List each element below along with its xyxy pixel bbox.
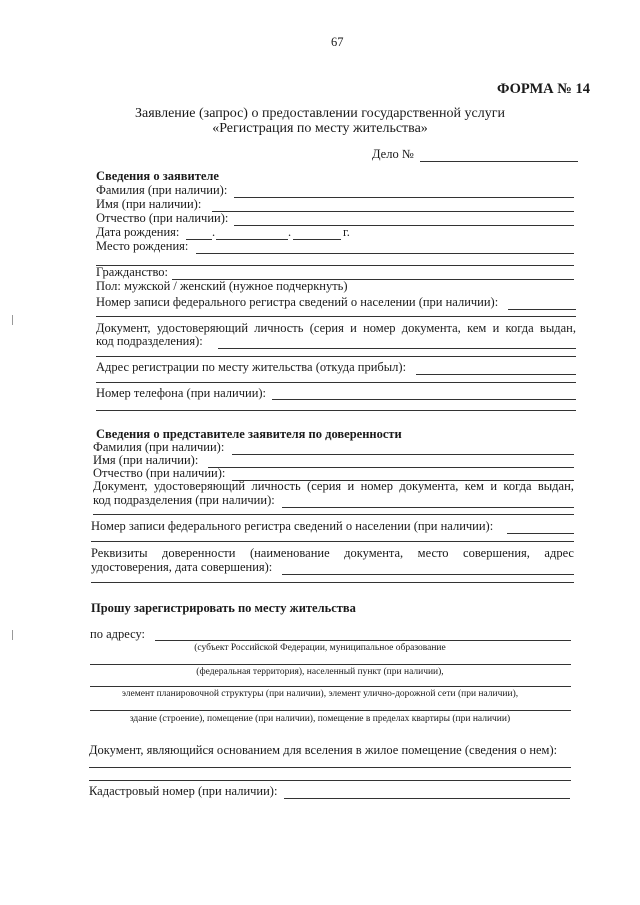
word: номер — [363, 321, 396, 335]
applicant-registry-field[interactable] — [508, 309, 576, 310]
word: удостоверяющий — [156, 321, 249, 335]
request-address-label: по адресу: — [90, 627, 146, 641]
representative-surname-label: Фамилия (при наличии): — [93, 440, 225, 454]
scan-mark — [12, 630, 13, 640]
word: документа, — [344, 546, 404, 560]
birth-month-field[interactable] — [216, 239, 288, 240]
applicant-address-label: Адрес регистрации по месту жительства (откуда прибыл): — [96, 360, 407, 374]
cadastral-number-field[interactable] — [284, 798, 570, 799]
word: и — [347, 479, 355, 493]
request-address-field[interactable] — [155, 640, 571, 641]
word: удостоверяющий — [153, 479, 246, 493]
applicant-sex-label: Пол: мужской / женский (нужное подчеркнуть) — [96, 279, 348, 293]
word: кем — [464, 479, 484, 493]
applicant-citizenship-label: Гражданство: — [96, 265, 169, 279]
word: документа, — [399, 479, 459, 493]
word: (наименование — [249, 546, 330, 560]
representative-identity-doc-field-2[interactable] — [93, 514, 574, 515]
word: когда — [503, 479, 532, 493]
birth-date-separator: . — [212, 225, 216, 239]
word: адрес — [544, 546, 574, 560]
applicant-address-field-2[interactable] — [96, 382, 576, 383]
case-number-field[interactable] — [420, 161, 578, 162]
word: (серия — [307, 479, 342, 493]
applicant-birth-place-label: Место рождения: — [96, 239, 189, 253]
applicant-birth-place-field[interactable] — [196, 253, 574, 254]
word: когда — [505, 321, 534, 335]
applicant-identity-doc-field[interactable] — [218, 348, 576, 349]
applicant-patronymic-field[interactable] — [234, 225, 574, 226]
word: личность — [251, 479, 301, 493]
word: Документ, — [96, 321, 151, 335]
word: доверенности — [162, 546, 236, 560]
form-title-line-1: Заявление (запрос) о предоставлении государственной услуги — [135, 106, 505, 121]
basis-document-field-2[interactable] — [89, 780, 571, 781]
case-number-label: Дело № — [372, 147, 414, 161]
applicant-birth-date-label: Дата рождения: — [96, 225, 180, 239]
representative-power-label-2: удостоверения, дата совершения): — [91, 560, 273, 574]
representative-surname-field[interactable] — [232, 454, 574, 455]
word: номер — [360, 479, 393, 493]
applicant-address-field[interactable] — [416, 374, 576, 375]
representative-registry-field-2[interactable] — [91, 541, 574, 542]
applicant-phone-field[interactable] — [272, 399, 576, 400]
word: и — [492, 321, 500, 335]
applicant-phone-label: Номер телефона (при наличии): — [96, 386, 267, 400]
basis-document-field[interactable] — [89, 767, 571, 768]
scan-mark — [12, 315, 13, 325]
word: документа, — [401, 321, 461, 335]
representative-power-field-2[interactable] — [91, 582, 574, 583]
request-address-field-2[interactable] — [90, 664, 571, 665]
word: личность — [254, 321, 304, 335]
birth-date-separator: . — [288, 225, 292, 239]
word: (серия — [309, 321, 344, 335]
word: место — [417, 546, 449, 560]
word: Реквизиты — [91, 546, 148, 560]
representative-name-label: Имя (при наличии): — [93, 453, 199, 467]
birth-year-suffix: г. — [343, 225, 350, 239]
page-number: 67 — [331, 35, 344, 49]
applicant-registry-label: Номер записи федерального регистра сведений о населении (при наличии): — [96, 295, 499, 309]
representative-heading: Сведения о представителе заявителя по доверенности — [96, 427, 402, 441]
word: Документ, — [93, 479, 148, 493]
form-title-line-2: «Регистрация по месту жительства» — [212, 121, 428, 136]
applicant-registry-field-2[interactable] — [96, 316, 576, 317]
representative-power-label — [91, 546, 574, 560]
address-hint-4: здание (строение), помещение (при наличии), помещение в пределах квартиры (при наличии) — [129, 714, 511, 724]
request-address-field-4[interactable] — [90, 710, 571, 711]
request-heading: Прошу зарегистрировать по месту жительства — [91, 601, 356, 615]
representative-name-field[interactable] — [208, 467, 574, 468]
applicant-patronymic-label: Отчество (при наличии): — [96, 211, 229, 225]
address-hint-2: (федеральная территория), населенный пункт (при наличии), — [196, 667, 444, 677]
applicant-identity-doc-label-2: код подразделения): — [96, 334, 203, 348]
form-number: ФОРМА № 14 — [497, 81, 590, 97]
representative-power-field[interactable] — [282, 574, 574, 575]
birth-day-field[interactable] — [186, 239, 212, 240]
representative-registry-field[interactable] — [507, 533, 574, 534]
address-hint-1: (субъект Российской Федерации, муниципальное образование — [194, 643, 446, 653]
request-address-field-3[interactable] — [90, 686, 571, 687]
representative-identity-doc-field[interactable] — [282, 507, 574, 508]
birth-year-field[interactable] — [293, 239, 341, 240]
applicant-name-field[interactable] — [212, 211, 574, 212]
word: кем — [467, 321, 487, 335]
applicant-identity-doc-field-2[interactable] — [96, 356, 576, 357]
applicant-heading: Сведения о заявителе — [96, 169, 219, 183]
address-hint-3: элемент планировочной структуры (при наличии), элемент улично-дорожной сети (при наличии), — [121, 689, 519, 699]
word: выдан, — [539, 321, 576, 335]
representative-registry-label: Номер записи федерального регистра сведений о населении (при наличии): — [91, 519, 494, 533]
representative-identity-doc-label — [93, 479, 574, 493]
representative-patronymic-label: Отчество (при наличии): — [93, 466, 226, 480]
applicant-name-label: Имя (при наличии): — [96, 197, 202, 211]
applicant-surname-field[interactable] — [234, 197, 574, 198]
basis-document-label: Документ, являющийся основанием для вселения в жилое помещение (сведения о нем): — [89, 743, 558, 757]
applicant-surname-label: Фамилия (при наличии): — [96, 183, 228, 197]
cadastral-number-label: Кадастровый номер (при наличии): — [89, 784, 278, 798]
word: выдан, — [537, 479, 574, 493]
word: и — [350, 321, 357, 335]
applicant-phone-field-2[interactable] — [96, 410, 576, 411]
word: и — [490, 479, 498, 493]
representative-identity-doc-label-2: код подразделения (при наличии): — [93, 493, 275, 507]
applicant-identity-doc-label — [96, 321, 576, 335]
word: совершения, — [463, 546, 530, 560]
